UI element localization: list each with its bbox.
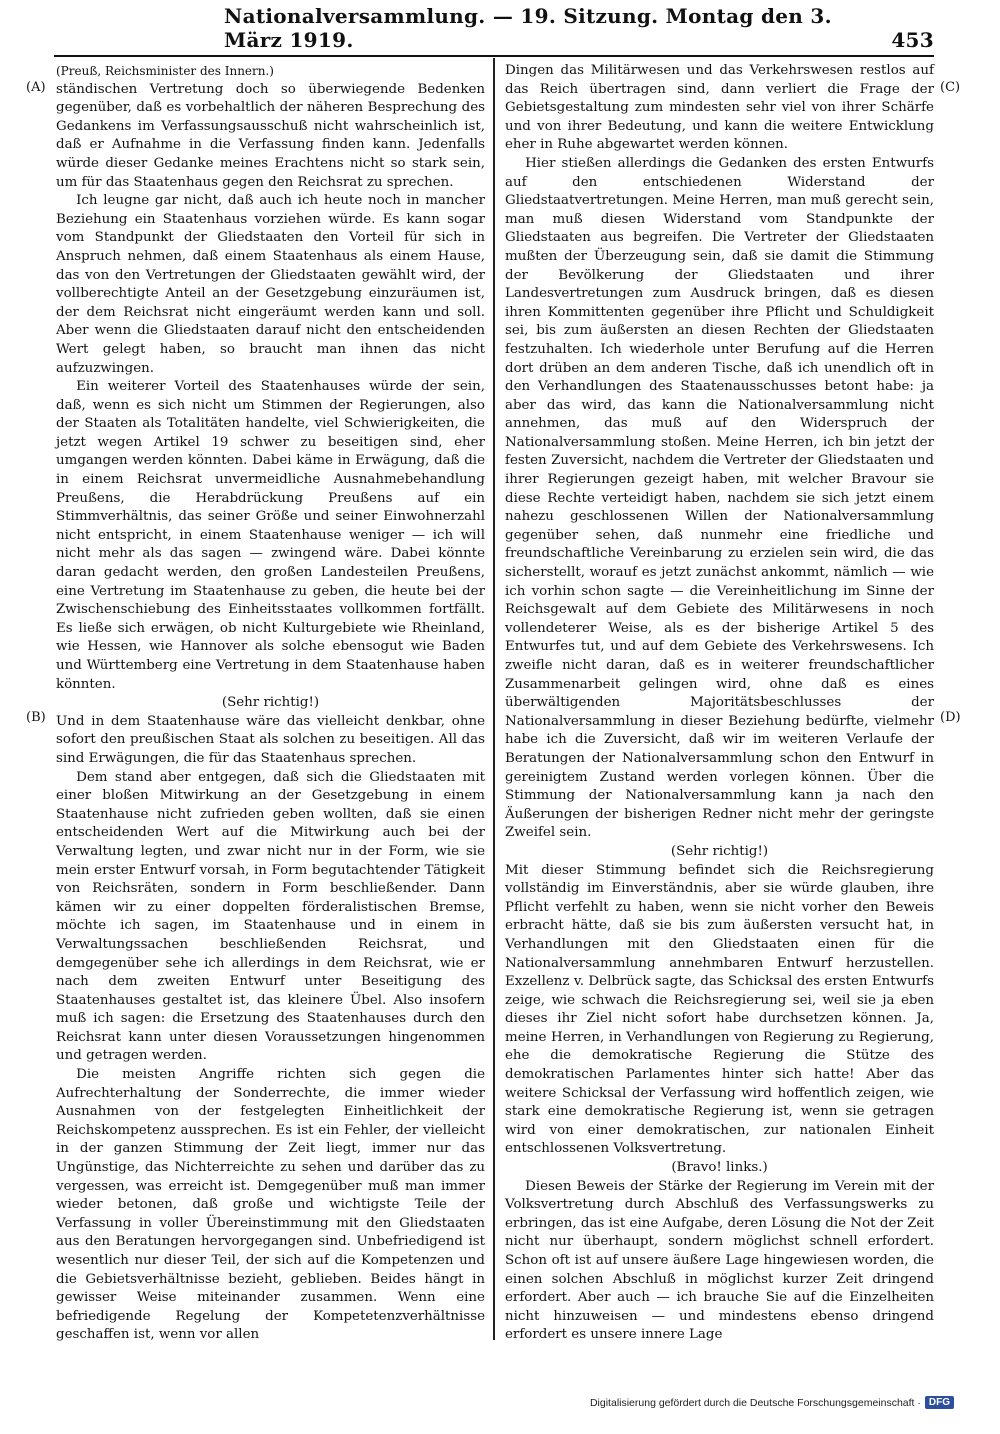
page-header: [54, 4, 934, 57]
digitization-credit: [590, 1396, 954, 1409]
paragraph: Die meisten Angriffe richten sich gegen die Aufrechterhaltung der Sonderrechte, die immer wieder Ausnahmen von der festgelegten Einheitlichkeit der Reichskompetenz aussprechen. Es ist ein Fehler, der vielleicht in der ganzen Stimmung der Zeit liegt, immer nur das Ungünstige, das Nichterreichte zu sehen und darüber das zu vergessen, was erreicht ist. Demgegenüber muß man immer wieder betonen, daß große und wichtigste Teile der Verfassung in voller Übereinstimmung mit den Gliedstaaten aus den Beratungen hervorgegangen sind. Unbefriedigend ist wesentlich nur dieser Teil, der sich auf die Kompetenzen und die Gebietsverhältnisse bezieht, geblieben. Beides hängt in gewisser Weise miteinander zusammen. Wenn eine befriedigende Regelung der Kompetetenzverhältnisse geschaffen ist, wenn vor allen: [56, 1067, 485, 1343]
margin-marker-b: (B): [26, 710, 46, 725]
interjection: (Sehr richtig!): [670, 843, 769, 859]
paragraph: Diesen Beweis der Stärke der Regierung im Verein mit der Volksvertretung durch Abschluß des Verfassungswerks zu erbringen, das ist eine Aufgabe, deren Lösung die Not der Zeit nicht nur überhaupt, sondern möglichst schnell erfordert. Schon oft ist auf unsere äußere Lage hingewiesen worden, die einen solchen Abschluß in möglichst kurzer Zeit dringend erfordert. Aber auch — ich brauche Sie auf die Einzelheiten nicht hinzuweisen — und mindestens ebenso dringend erfordert es unsere innere Lage: [505, 1178, 934, 1343]
paragraph: Hier stießen allerdings die Gedanken des ersten Entwurfs auf den entschiedenen Widerstand der Gliedstaatvertretungen. Meine Herren, man muß gerecht sein, man muß diesen Widerstand vom Standpunkte der Gliedstaaten aus begreifen. Die Vertreter der Gliedstaaten mußten der Überzeugung sein, daß sie damit die Stimmung der Bevölkerung der Gliedstaaten und ihrer Landesvertretungen zum Ausdruck bringen, daß es diesen ihren Kommittenten gegenüber ihre Pflicht und Schuldigkeit sei, bis zum äußersten an diesen Rechten der Gliedstaaten festzuhalten. Ich wiederhole unter Berufung auf die Herren dort drüben an dem anderen Tische, daß ich unendlich oft in den Verhandlungen des Staatenausschusses betont habe: ja aber das wird, das kann die Nationalversammlung nicht annehmen, das muß auf den Widerspruch der Nationalversammlung stoßen. Meine Herren, ich bin jetzt der festen Zuversicht, nachdem die Vertreter der Gliedstaaten und ihrer Regierungen gezeigt haben, mit welcher Bravour sie diese Rechte verteidigt haben, nachdem sie sich jetzt einem nahezu geschlossenen Willen der Nationalversammlung gegenüber sehen, daß nunmehr eine friedliche und freundschaftliche Vereinbarung zu erzielen sein wird, die das sicherstellt, worauf es jetzt zunächst ankommt, nämlich — wie ich vorhin schon sagte — die Vereinheitlichung im Sinne der Reichsgewalt auf dem Gebiete des Militärwesens in noch vollendeterer Weise, als es der bisherige Artikel 5 des Entwurfes tut, und auf dem Gebiete des Verkehrswesens. Ich zweifle nicht daran, daß es in weiterer freundschaftlicher Zusammenarbeit gelingen wird, ohne daß es eines überwältigenden Majoritätsbeschlusses der Nationalversammlung in dieser Beziehung bedürfte, vielmehr habe ich die Zuversicht, daß wir im weiteren Verlaufe der Beratungen der Nationalversammlung schon den Entwurf in gereinigtem Zustand werden vorlegen können. Über die Stimmung der Nationalversammlung kann ja nach den Äußerungen der bisherigen Redner nicht mehr der geringste Zweifel sein.: [505, 155, 934, 841]
page-number: 453: [891, 28, 934, 52]
paragraph: Ein weiterer Vorteil des Staatenhauses würde der sein, daß, wenn es sich nicht um Stimmen der Regierungen, also der Staaten als Totalitäten handelte, viel Schwierigkeiten, die jetzt wegen Artikel 19 schwer zu beseitigen sind, eher umgangen werden könnten. Dabei käme in Erwägung, daß die in einem Reichsrat unvermeidliche Ausnahmebehandlung Preußens, die Herabdrückung Preußens auf ein Stimmverhältnis, das seiner Größe und seiner Einwohnerzahl nicht entspricht, in einem Staatenhause weniger — ich will nicht mehr als das sagen — zwingend wäre. Dabei könnte daran gedacht werden, den großen Landesteilen Preußens, eine Vertretung im Staatenhause zu geben, die heute bei der Zwischenschiebung des Einheitsstaates vollkommen fortfällt. Es ließe sich erwägen, ob nicht Kulturgebiete wie Rheinland, wie Hessen, wie Hannover als solche ebensogut wie Baden und Württemberg eine Vertretung in dem Staatenhause haben könnten.: [56, 379, 485, 692]
speaker-line: (Preuß, Reichsminister des Innern.): [56, 64, 274, 78]
right-column: [505, 62, 934, 1343]
margin-marker-a: (A): [26, 80, 46, 95]
margin-marker-c: (C): [940, 80, 961, 95]
paragraph: ständischen Vertretung doch so überwiegende Bedenken gegenüber, daß es vorbehaltlich der näheren Besprechung des Gedankens im Verfassungsausschuß nicht wahrscheinlich ist, daß er Aufnahme in die Verfassung finden kann. Jedenfalls würde dieser Gedanke meines Erachtens nicht so stark sein, um für das Staatenhaus gegen den Reichsrat zu sprechen.: [56, 81, 485, 190]
paragraph: Mit dieser Stimmung befindet sich die Reichsregierung vollständig im Einverständnis, aber sie würde glauben, ihre Pflicht verfehlt zu haben, wenn sie nicht vorher den Beweis erbracht hätte, daß sie bis zum äußersten versucht hat, in Verhandlungen mit den Gliedstaaten einen für die Nationalversammlung annehmbaren Entwurf herzustellen. Exzellenz v. Delbrück sagte, das Schicksal des ersten Entwurfs zeige, wie schwach die Reichsregierung sei, weil sie ja eben dieses ihr Ziel nicht sofort habe durchsetzen können. Ja, meine Herren, in Verhandlungen von Regierung zu Regierung, ehe die demokratische Regierung die Stütze des demokratischen Parlamentes hinter sich hatte! Aber das weitere Schicksal der Verfassung wird hoffentlich zeigen, wie stark eine demokratische Regierung ist, wenn sie getragen wird von einer demokratischen, zur nationalen Einheit entschlossenen Volksvertretung.: [505, 862, 934, 1157]
interjection: (Bravo! links.): [671, 1160, 768, 1176]
dfg-logo: DFG: [925, 1396, 954, 1409]
credit-text: Digitalisierung gefördert durch die Deutsche Forschungsgemeinschaft ·: [589, 1396, 921, 1409]
page-title: Nationalversammlung. — 19. Sitzung. Montag den 3. März 1919.: [224, 4, 832, 52]
paragraph: Ich leugne gar nicht, daß auch ich heute noch in mancher Beziehung ein Staatenhaus vorziehen würde. Es kann sogar vom Standpunkt der Gliedstaaten den Vorteil für sich in Anspruch nehmen, daß einem Staatenhaus als einem Hause, das von den Vertretungen der Gliedstaaten gewählt wird, der vollberechtigte Anteil an der Gesetzgebung einzuräumen ist, der dem Reichsrat nicht eingeräumt werden kann und soll. Aber wenn die Gliedstaaten darauf nicht den entscheidenden Wert gelegt haben, so braucht man ihnen das nicht aufzuzwingen.: [56, 193, 485, 376]
margin-marker-d: (D): [940, 710, 961, 725]
left-column: [56, 62, 485, 1343]
paragraph: Dem stand aber entgegen, daß sich die Gliedstaaten mit einer bloßen Mitwirkung an der Gesetzgebung in einem Staatenhause nicht zufrieden geben wollten, daß sie einen entscheidenden Wert auf die Mitwirkung auch bei der Verwaltung legten, und zwar nicht nur in der Form, wie sie mein erster Entwurf vorsah, in Form begutachtender Tätigkeit von Reichsräten, sondern in Form beschließender. Dann kämen wir zu einer doppelten förderalistischen Bremse, möchte ich sagen, im Staatenhause und in einem in Verwaltungssachen beschließenden Reichsrat, und demgegenüber sehe ich allerdings in dem Reichsrat, wie er nach dem zweiten Entwurf unter Beseitigung des Staatenhauses gestaltet ist, das kleinere Übel. Also insofern muß ich sagen: die Ersetzung des Staatenhauses durch den Reichsrat kann unter diesen Voraussetzungen hingenommen und getragen werden.: [56, 769, 485, 1064]
interjection: (Sehr richtig!): [221, 695, 320, 711]
paragraph: Dingen das Militärwesen und das Verkehrswesen restlos auf das Reich übertragen sind, dann verliert die Frage der Gebietsgestaltung zum mindesten sehr viel von ihrer Schärfe und von ihrer Bedeutung, und kann die weitere Entwicklung eher in Ruhe abgewartet werden können.: [505, 63, 934, 153]
column-divider: [493, 58, 495, 1340]
paragraph: Und in dem Staatenhause wäre das vielleicht denkbar, ohne sofort den preußischen Staat als solchen zu beseitigen. All das sind Erwägungen, die für das Staatenhaus sprechen.: [56, 713, 485, 766]
